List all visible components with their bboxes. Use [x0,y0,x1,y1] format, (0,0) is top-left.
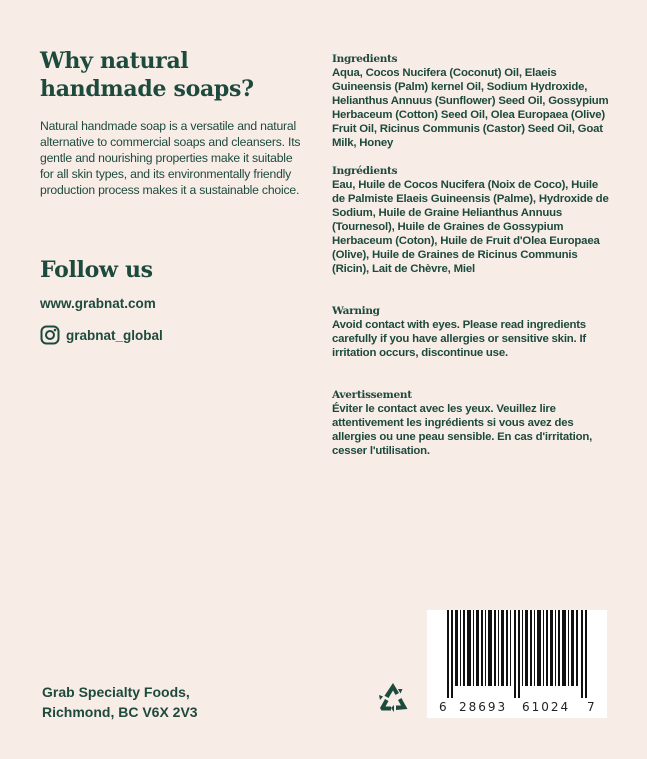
ingredients-en-text: Aqua, Cocos Nucifera (Coconut) Oil, Elaeis Guineensis (Palm) kernel Oil, Sodium Hydroxide, Helianthus Annuus (Sunflower) Seed Oil, Gossypium Herbaceum (Cotton) Seed Oil, Olea Europaea (Olive) Fruit Oil, Ricinus Communis (Castor) Seed Oil, Goat Milk, Honey [332,67,609,149]
intro-paragraph: Natural handmade soap is a versatile and natural alternative to commercial soaps and cleansers. Its gentle and nourishing properties make it suitable for all skin types, and its environmentally friendly production process makes it a sustainable choice. [40,119,301,197]
ingredients-en-title: Ingredients [332,53,398,65]
barcode-digit-first: 6 [439,700,447,714]
instagram-link[interactable] [40,325,163,345]
warning-en-text: Avoid contact with eyes. Please read ingredients carefully if you have allergies or sensitive skin. If irritation occurs, discontinue use. [332,319,587,359]
warning-fr-section [332,388,610,458]
ingredients-fr-section [332,164,610,276]
instagram-icon [40,325,60,345]
barcode-group-left: 28693 [459,700,508,714]
ingredients-fr-text: Eau, Huile de Cocos Nucifera (Noix de Coco), Huile de Palmiste Elaeis Guineensis (Palme), Hydroxide de Sodium, Huile de Graine Helianthus Annuus (Tournesol), Huile de Graines de Gossypium Herbaceum (Coton), Huile de Fruit d'Olea Europaea (Olive), Huile de Graines de Ricinus Communis (Ricin), Lait de Chèvre, Miel [332,179,609,275]
instagram-handle: grabnat_global [66,327,163,343]
warning-en-title: Warning [332,305,380,317]
why-natural-title: Why natural handmade soaps? [40,48,254,102]
company-name: Grab Specialty Foods, [42,684,190,700]
barcode [427,610,607,718]
website-link[interactable]: www.grabnat.com [40,296,156,311]
follow-us-title: Follow us [40,257,153,283]
ingredients-fr-title: Ingrédients [332,165,398,177]
warning-en-section [332,304,610,360]
company-address [42,682,242,722]
warning-fr-title: Avertissement [332,389,412,401]
barcode-bars [447,610,597,698]
recycle-icon [376,681,410,720]
warning-fr-text: Éviter le contact avec les yeux. Veuillez lire attentivement les ingrédients si vous avez des allergies ou une peau sensible. En cas d'irritation, cesser l'utilisation. [332,403,593,457]
barcode-group-right: 61024 [522,700,571,714]
ingredients-en-section [332,52,610,150]
barcode-digit-last: 7 [587,700,595,714]
company-city: Richmond, BC V6X 2V3 [42,704,198,720]
